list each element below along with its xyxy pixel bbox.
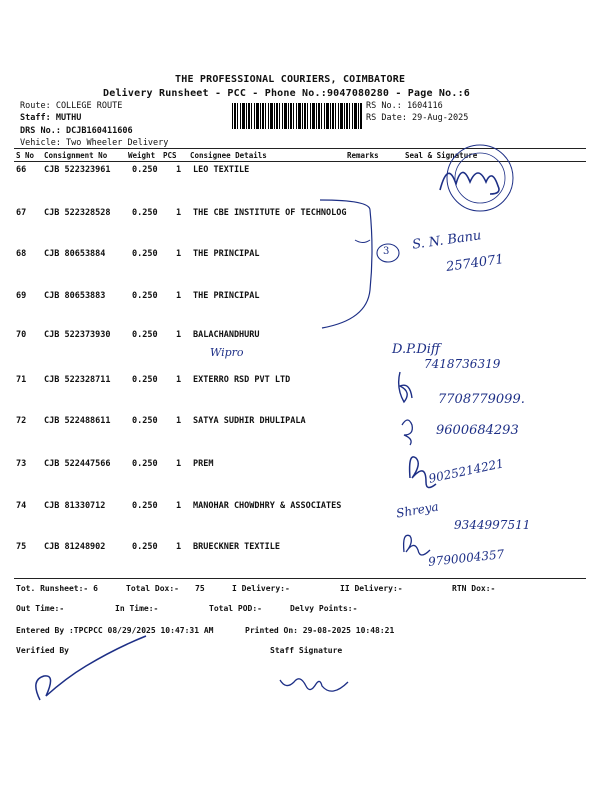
rtn-dox: RTN Dox:-	[452, 584, 496, 593]
cell-consignment: CJB 80653884	[44, 249, 106, 259]
total-dox-value: 75	[195, 584, 205, 593]
cell-consignment: CJB 522323961	[44, 165, 111, 175]
cell-weight: 0.250	[132, 416, 158, 426]
cell-consignment: CJB 522488611	[44, 416, 111, 426]
remark-70: Wipro	[210, 346, 244, 359]
cell-pcs: 1	[176, 416, 182, 426]
route-label: Route: COLLEGE ROUTE	[20, 101, 123, 111]
cell-pcs: 1	[176, 208, 182, 218]
in-time: In Time:-	[115, 604, 159, 613]
receiver-phone-72: 9600684293	[436, 423, 519, 438]
cell-sno: 73	[16, 459, 27, 469]
cell-consignee: LEO TEXTILE	[193, 165, 250, 175]
cell-pcs: 1	[176, 249, 182, 259]
cell-weight: 0.250	[132, 542, 158, 552]
bracket-count: 3	[383, 246, 390, 257]
cell-weight: 0.250	[132, 249, 158, 259]
cell-weight: 0.250	[132, 330, 158, 340]
col-pcs: PCS	[163, 151, 177, 160]
receiver-name-70: D.P.Diff	[392, 342, 441, 357]
staff-signature-label: Staff Signature	[270, 646, 343, 655]
cell-sno: 72	[16, 416, 27, 426]
cell-sno: 66	[16, 165, 27, 175]
receiver-name-74: Shreya	[395, 499, 440, 521]
col-sno: S No	[16, 151, 35, 160]
delvy-points: Delvy Points:-	[290, 604, 358, 613]
receiver-phone-70: 7418736319	[424, 357, 501, 371]
cell-pcs: 1	[176, 501, 182, 511]
signature-71	[399, 372, 412, 402]
cell-pcs: 1	[176, 542, 182, 552]
receiver-phone-74: 9344997511	[454, 518, 531, 532]
cell-sno: 74	[16, 501, 27, 511]
drs-number: DRS No.: DCJB160411606	[20, 126, 133, 136]
entered-by: Entered By :TPCPCC 08/29/2025 10:47:31 AM	[16, 626, 214, 635]
cell-pcs: 1	[176, 291, 182, 301]
cell-sno: 68	[16, 249, 27, 259]
cell-pcs: 1	[176, 330, 182, 340]
cell-pcs: 1	[176, 459, 182, 469]
cell-sno: 67	[16, 208, 27, 218]
rs-number: RS No.: 1604116	[366, 101, 443, 111]
receiver-phone-71: 7708779099.	[438, 392, 525, 407]
cell-consignment: CJB 522373930	[44, 330, 111, 340]
total-pod: Total POD:-	[209, 604, 262, 613]
cell-weight: 0.250	[132, 501, 158, 511]
signature-72	[402, 420, 412, 445]
group-bracket	[320, 200, 372, 328]
total-dox-label: Total Dox:-	[126, 584, 179, 593]
cell-sno: 70	[16, 330, 27, 340]
i-delivery: I Delivery:-	[232, 584, 290, 593]
printed-on: Printed On: 29-08-2025 10:48:21	[245, 626, 395, 635]
col-weight: Weight	[128, 151, 156, 160]
cell-consignee: MANOHAR CHOWDHRY & ASSOCIATES	[193, 501, 342, 511]
col-remarks: Remarks	[347, 151, 379, 160]
staff-signature-ink	[280, 679, 348, 691]
cell-consignment: CJB 81248902	[44, 542, 106, 552]
cell-weight: 0.250	[132, 375, 158, 385]
col-seal-signature: Seal & Signature	[405, 151, 478, 160]
runsheet-title: Delivery Runsheet - PCC - Phone No.:9047080280 - Page No.:6	[103, 88, 471, 99]
signature-66	[440, 172, 499, 194]
cell-pcs: 1	[176, 375, 182, 385]
receiver-name-68: S. N. Banu	[411, 228, 483, 253]
receiver-phone-68: 2574071	[445, 252, 505, 275]
staff-label: Staff: MUTHU	[20, 113, 82, 123]
out-time: Out Time:-	[16, 604, 65, 613]
cell-consignment: CJB 80653883	[44, 291, 106, 301]
cell-consignee: THE CBE INSTITUTE OF TECHNOLOG	[193, 208, 347, 218]
cell-weight: 0.250	[132, 208, 158, 218]
cell-weight: 0.250	[132, 165, 158, 175]
cell-consignee: THE PRINCIPAL	[193, 291, 260, 301]
company-title: THE PROFESSIONAL COURIERS, COIMBATORE	[175, 74, 406, 85]
verified-by-label: Verified By	[16, 646, 69, 655]
cell-consignee: EXTERRO RSD PVT LTD	[193, 375, 291, 385]
signature-75	[404, 535, 430, 555]
cell-consignment: CJB 522447566	[44, 459, 111, 469]
vehicle-label: Vehicle: Two Wheeler Delivery	[20, 138, 169, 148]
col-consignment: Consignment No	[44, 151, 108, 160]
cell-consignee: THE PRINCIPAL	[193, 249, 260, 259]
cell-consignment: CJB 522328711	[44, 375, 111, 385]
cell-consignee: SATYA SUDHIR DHULIPALA	[193, 416, 306, 426]
cell-consignee: BALACHANDHURU	[193, 330, 260, 340]
receiver-phone-73: 9025214221	[427, 456, 505, 486]
cell-weight: 0.250	[132, 291, 158, 301]
footer-top-rule	[14, 578, 586, 579]
tot-runsheet: Tot. Runsheet:- 6	[16, 584, 98, 593]
cell-sno: 71	[16, 375, 27, 385]
col-consignee: Consignee Details	[190, 151, 267, 160]
cell-consignment: CJB 522328528	[44, 208, 111, 218]
cell-sno: 75	[16, 542, 27, 552]
cell-pcs: 1	[176, 165, 182, 175]
cell-consignee: PREM	[193, 459, 214, 469]
cell-consignment: CJB 81330712	[44, 501, 106, 511]
seal-stamp-icon	[447, 145, 513, 211]
cell-weight: 0.250	[132, 459, 158, 469]
ii-delivery: II Delivery:-	[340, 584, 403, 593]
rs-date: RS Date: 29-Aug-2025	[366, 113, 469, 123]
cell-sno: 69	[16, 291, 27, 301]
receiver-phone-75: 9790004357	[427, 547, 505, 569]
cell-consignee: BRUECKNER TEXTILE	[193, 542, 280, 552]
